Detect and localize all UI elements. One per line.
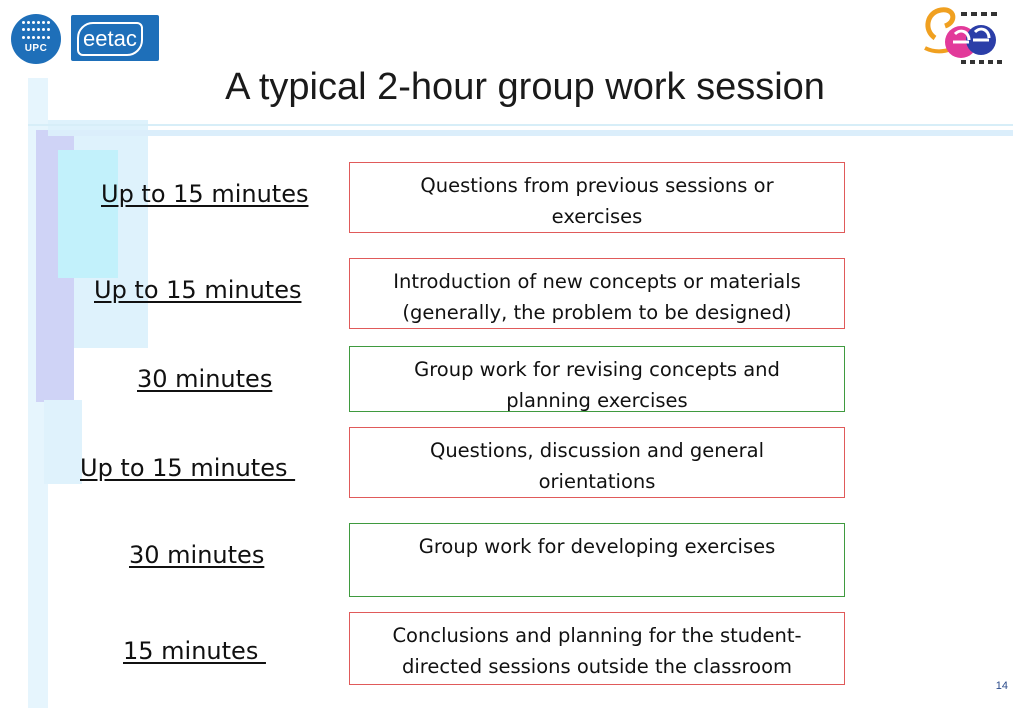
activity-box (349, 427, 845, 498)
upc-logo-text: UPC (24, 43, 48, 54)
upc-logo (11, 14, 61, 64)
decor-block-small (44, 400, 82, 484)
activity-text-line: Group work for revising concepts and (414, 358, 780, 381)
activity-text-line: orientations (538, 470, 656, 493)
activity-text-line: planning exercises (506, 389, 688, 412)
activity-box (349, 612, 845, 685)
activity-box (349, 258, 845, 329)
duration-label: 15 minutes (123, 637, 266, 665)
page-title: A typical 2-hour group work session (225, 66, 825, 108)
duration-label: 30 minutes (137, 365, 273, 393)
decor-rule-thin (28, 124, 1013, 126)
activity-text-line: Questions, discussion and general (429, 439, 765, 462)
activity-text-line: directed sessions outside the classroom (402, 655, 792, 678)
activity-text-line: Introduction of new concepts or materials (393, 270, 801, 293)
upc-logo-dots (22, 21, 50, 41)
activity-text-line: Group work for developing exercises (418, 535, 776, 558)
duration-label: 30 minutes (129, 541, 265, 569)
activity-text-line: Questions from previous sessions or (420, 174, 774, 197)
eetac-logo (71, 15, 159, 61)
duration-label: Up to 15 minutes (94, 276, 302, 304)
eetac-logo-text: eetac (77, 22, 143, 56)
duration-label: Up to 15 minutes (101, 180, 309, 208)
activity-text-line: exercises (551, 205, 643, 228)
activity-text-line: (generally, the problem to be designed) (402, 301, 792, 324)
activity-box (349, 523, 845, 597)
activity-text-line: Conclusions and planning for the student- (392, 624, 802, 647)
activity-box (349, 346, 845, 412)
page-number: 14 (995, 680, 1008, 692)
decor-block-cyan (58, 150, 118, 278)
ee-logo-icon (915, 4, 1010, 66)
activity-box (349, 162, 845, 233)
decor-rule-thick (48, 130, 1013, 136)
duration-label: Up to 15 minutes (80, 454, 296, 482)
